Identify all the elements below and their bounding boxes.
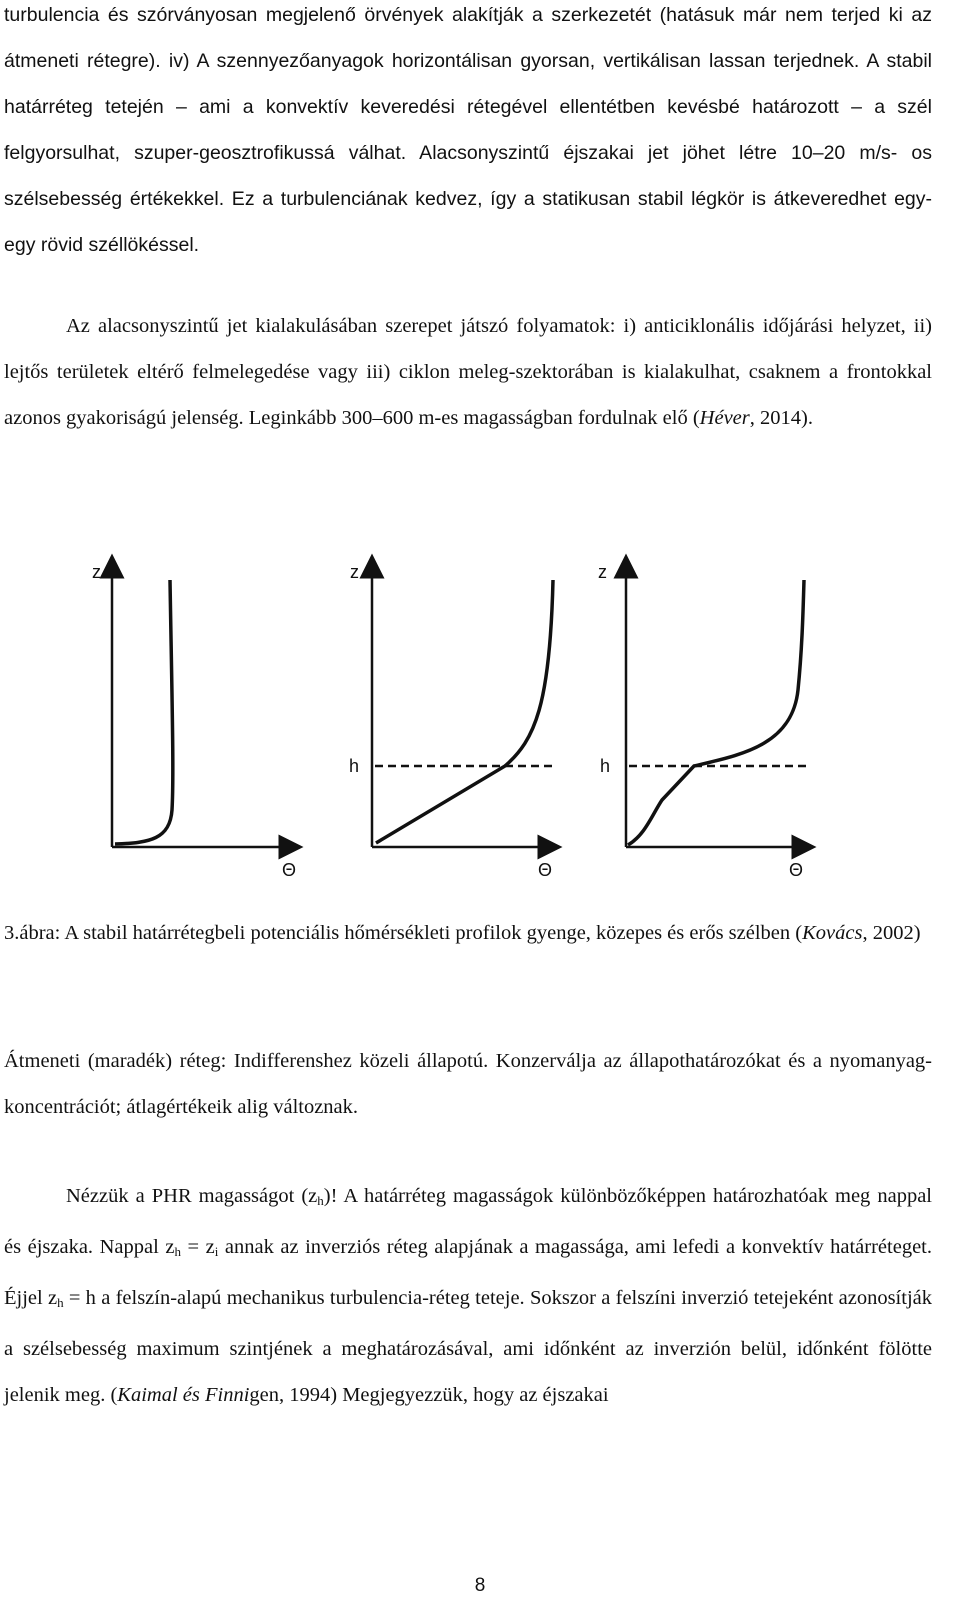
citation: Kaimal és Finni	[117, 1384, 250, 1406]
profile-curve	[628, 580, 804, 845]
subscript: h	[317, 1193, 324, 1208]
paragraph-text: Átmeneti (maradék) réteg: Indifferenshez közeli állapotú. Konzerválja az állapothatározókat és a nyomanyag-koncentrációt; átlagértékeik alig változnak.	[4, 1050, 932, 1118]
paragraph-text: gen, 1994) Megjegyezzük, hogy az éjszakai	[249, 1384, 609, 1406]
paragraph-text: , 2014).	[749, 407, 813, 429]
subscript: h	[57, 1295, 64, 1310]
paragraph-text: Az alacsonyszintű jet kialakulásában szerepet játszó folyamatok: i) anticiklonális időjárási helyzet, ii) lejtős területek eltérő felmelegedése vagy iii) ciklon meleg-szektorában is kialakulhat, csaknem a frontokkal azonos gyakoriságú jelenség. Leginkább 300–600 m-es magasságban fordulnak elő (	[4, 315, 932, 429]
paragraph-phr-height	[4, 1173, 932, 1418]
h-level-label: h	[600, 756, 611, 776]
subscript: h	[174, 1244, 181, 1259]
profiles-diagram	[0, 540, 960, 900]
y-axis-label: z	[598, 562, 607, 582]
paragraph-text: turbulencia és szórványosan megjelenő örvények alakítják a szerkezetét (hatásuk már nem terjed ki az átmeneti rétegre). iv) A szennyezőanyagok horizontálisan gyorsan, vertikálisan lassan terjednek. A stabil határréteg tetején – ami a konvektív keveredési rétegével ellentétben kevésbé határozott – a szél felgyorsulhat, szuper-geosztrofikussá válhat. Alacsonyszintű éjszakai jet jöhet létre 10–20 m/s- os szélsebesség értékekkel. Ez a turbulenciának kedvez, így a statikusan stabil légkör is átkeveredhet egy-egy rövid széllökéssel.	[4, 4, 932, 256]
paragraph-low-level-jet	[4, 303, 932, 441]
profile-curve	[115, 580, 173, 844]
x-axis-label: Θ	[789, 860, 804, 880]
h-level-label: h	[349, 756, 360, 776]
caption-text: 3.ábra: A stabil határrétegbeli potenciális hőmérsékleti profilok gyenge, közepes és erős szélben (	[4, 922, 803, 944]
paragraph-text: = z	[180, 1236, 215, 1258]
paragraph-residual-layer	[4, 1038, 932, 1130]
citation: Héver	[699, 407, 750, 429]
profile-curve	[376, 580, 553, 843]
y-axis-label: z	[350, 562, 359, 582]
paragraph-text: Nézzük a PHR magasságot (z	[66, 1185, 318, 1207]
caption-citation: Kovács	[802, 922, 863, 944]
profile-panel-medium-wind	[349, 562, 553, 880]
x-axis-label: Θ	[282, 860, 297, 880]
figure-caption	[4, 910, 932, 956]
x-axis-label: Θ	[538, 860, 553, 880]
paragraph-text: = h a felszín-alapú mechanikus turbulencia-réteg teteje. Sokszor a felszíni inverzió tetejeként azonosítják a szélsebesség maximum szintjének a meghatározásával, ami időnként az inverzión belül, időnként fölötte jelenik meg. (	[4, 1287, 932, 1406]
figure-temperature-profiles	[0, 540, 960, 900]
caption-text: , 2002)	[862, 922, 921, 944]
page-number: 8	[474, 1575, 486, 1596]
profile-panel-weak-wind	[92, 562, 296, 880]
profile-panel-strong-wind	[598, 562, 808, 880]
subscript: i	[214, 1244, 219, 1259]
paragraph-text: )! A határréteg magasságok különbözőképpen határozhatóak meg nappal és éjszaka. Nappal z	[4, 1185, 932, 1258]
paragraph-stable-layer	[4, 0, 932, 268]
y-axis-label: z	[92, 562, 101, 582]
paragraph-text: annak az inverziós réteg alapjának a magassága, ami lefedi a konvektív határréteget. Éjjel z	[4, 1236, 932, 1309]
